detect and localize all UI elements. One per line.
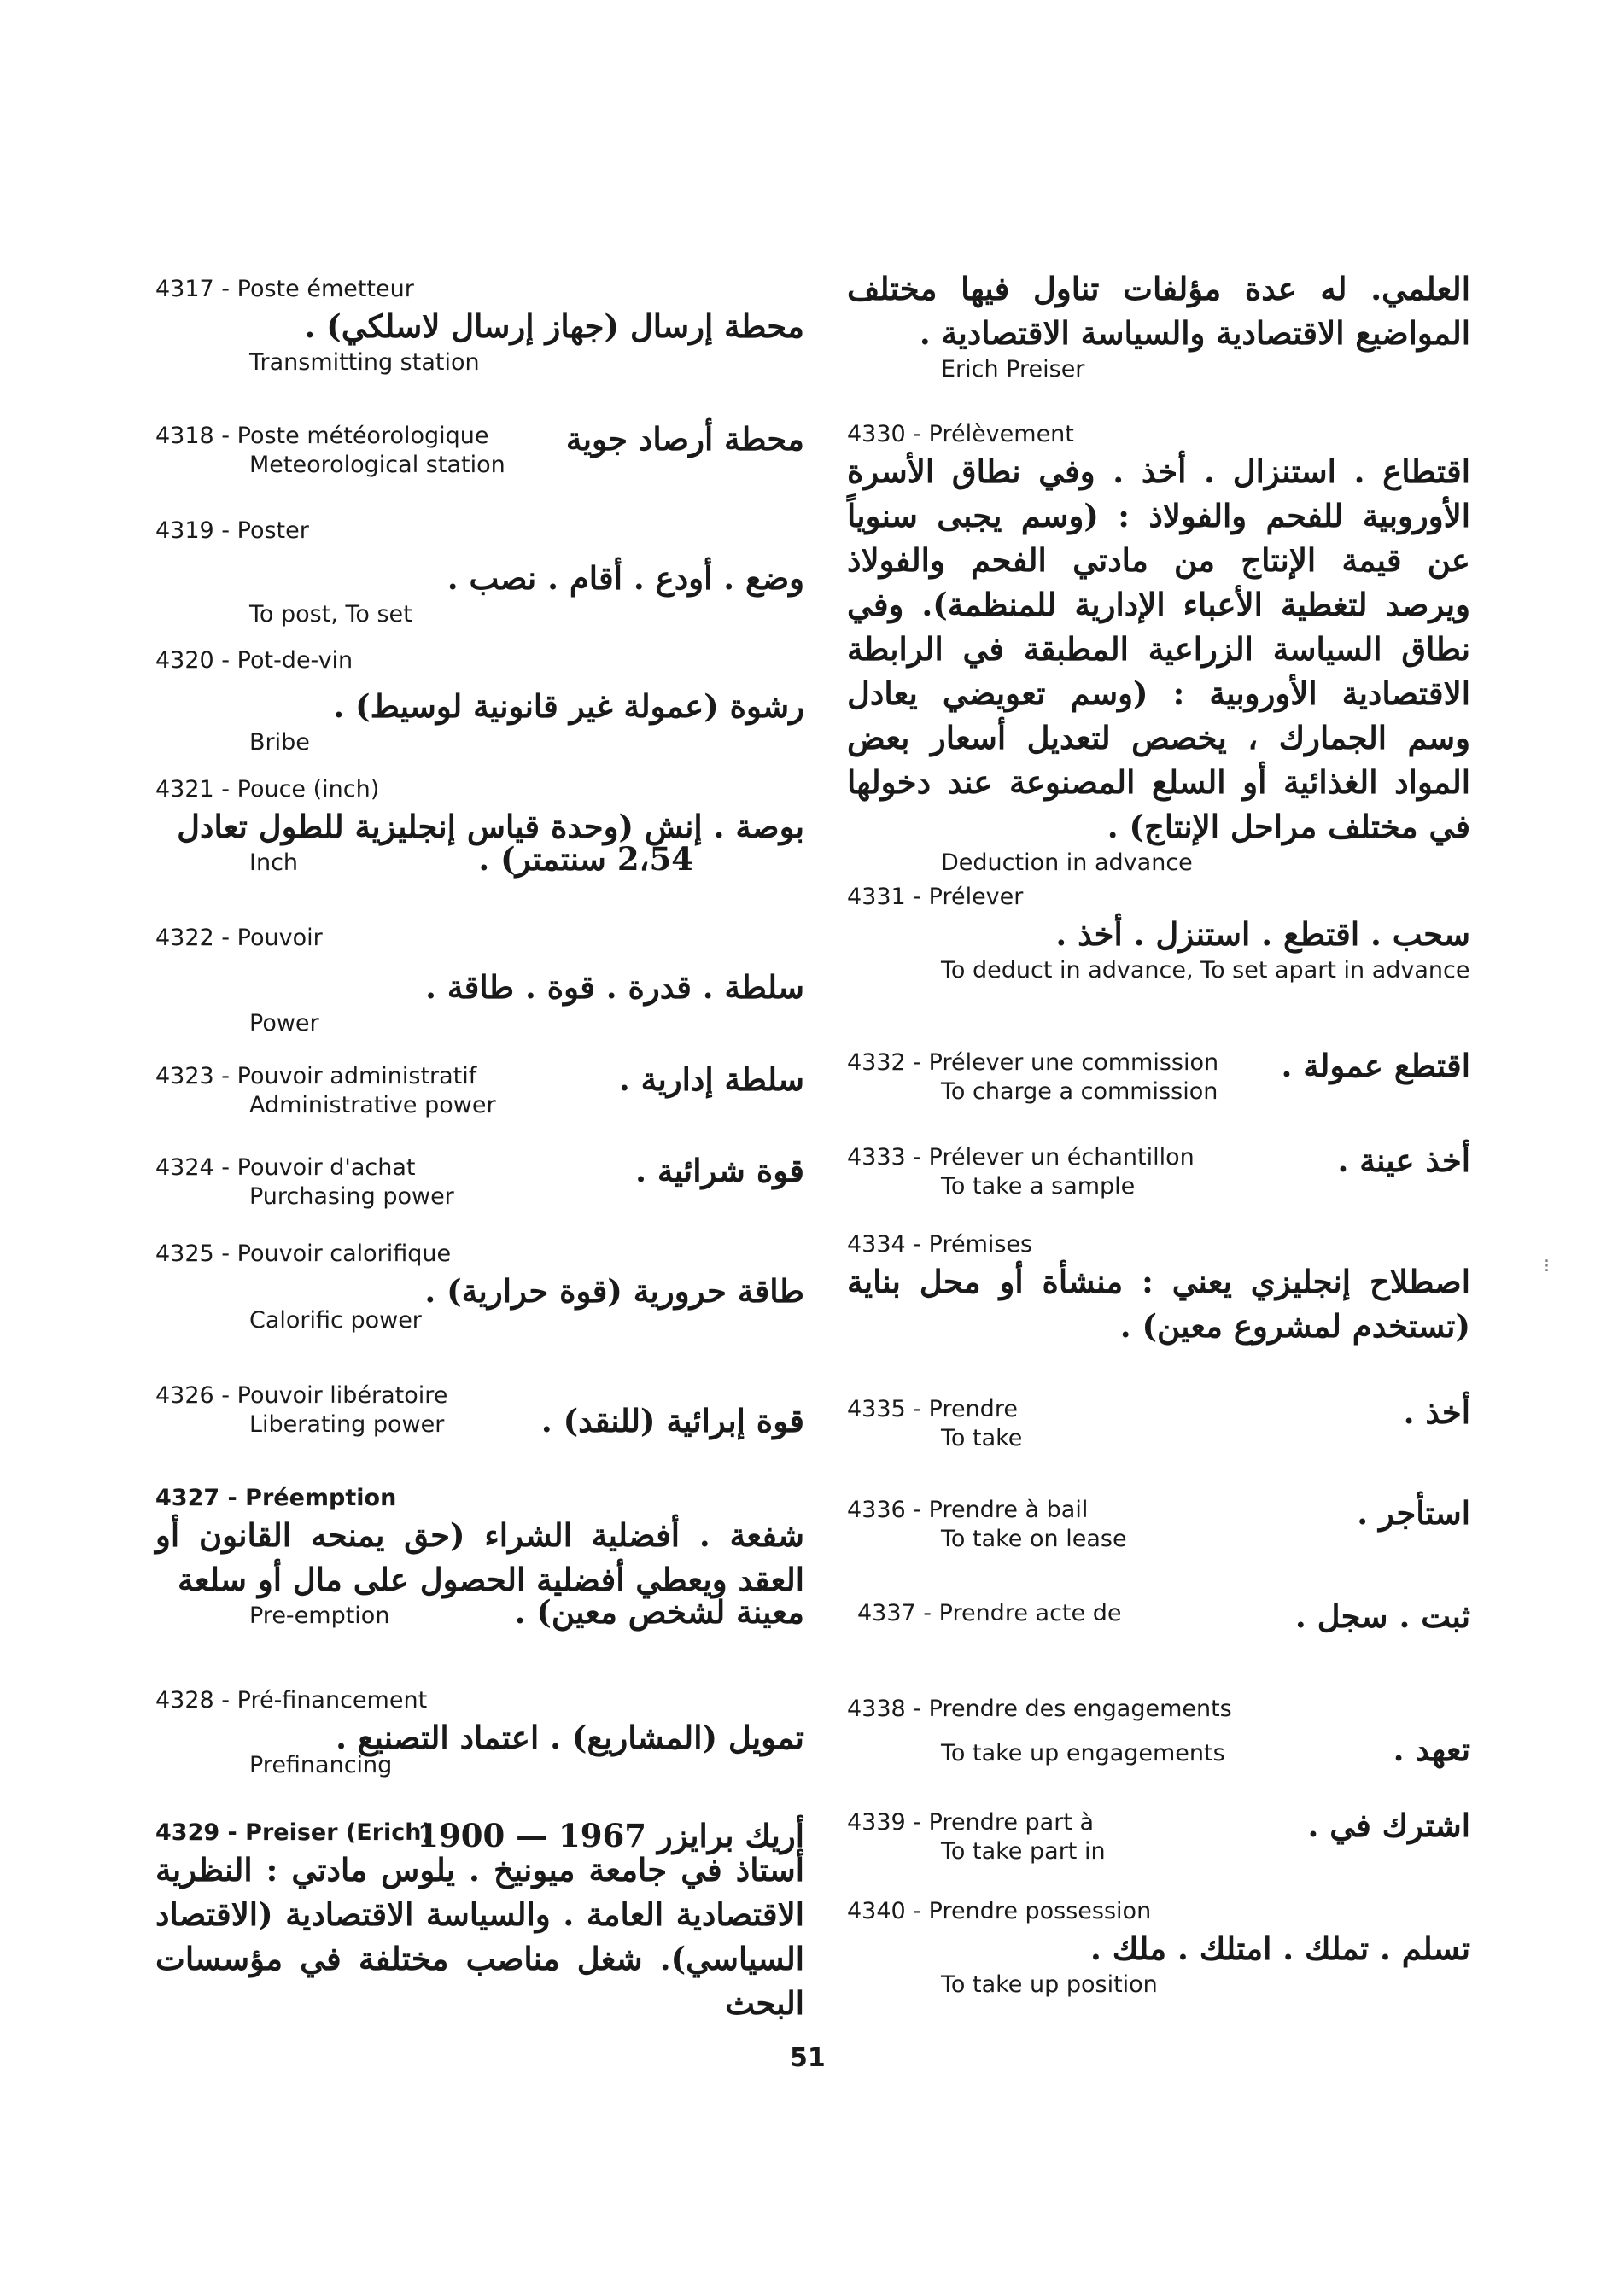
entry-4325 [155,1240,804,1335]
entry-4337 [847,1597,1470,1635]
entry-4333 [847,1143,1470,1201]
entry-4334 [847,1230,1470,1348]
english-translation: To take a sample [941,1173,1136,1200]
arabic-translation: تسلم . تملك . امتلك . ملك . [1090,1930,1470,1967]
entry-4340 [847,1897,1470,2000]
english-translation: Meteorological station [249,452,505,478]
entry-4321 [155,775,804,878]
entry-term: Poster [237,517,309,544]
entry-header: 4337 - Prendre acte de [857,1600,1122,1626]
entry-header: 4320 - Pot-de-vin [155,647,353,674]
entry-term: Pré-financement [237,1687,428,1714]
entry-header: 4335 - Prendre [847,1396,1018,1422]
entry-term: Prélever une commission [928,1049,1219,1076]
entry-number: 4326 [155,1382,214,1409]
entry-4339 [847,1808,1470,1866]
entry-4320 [155,646,804,757]
arabic-translation: تعهد . [1393,1731,1470,1768]
entry-term: Préemption [245,1485,397,1511]
english-translation: To post, To set [249,601,412,628]
entry-term: Pouvoir calorifique [237,1241,452,1267]
entry-number: 4325 [155,1241,214,1267]
arabic-translation: تمويل (المشاريع) . اعتماد التصنيع . [336,1719,804,1756]
entry-term: Prélever un échantillon [928,1144,1195,1171]
entry-header: 4322 - Pouvoir [155,925,323,951]
entry-4326 [155,1381,804,1439]
arabic-translation: اصطلاح إنجليزي يعني : منشأة أو محل بناية (تستخدم لمشروع معين) . [847,1263,1470,1345]
english-translation: To deduct in advance, To set apart in advance [941,957,1470,984]
arabic-translation: ثبت . سجل . [1294,1597,1470,1635]
entry-header: 4340 - Prendre possession [847,1898,1152,1924]
entry-term: Pouvoir libératoire [237,1382,448,1409]
entry-term: Pouvoir d'achat [237,1154,416,1181]
entry-term: Poste émetteur [237,276,414,302]
entry-number: 4339 [847,1809,906,1836]
arabic-translation: سحب . اقتطع . استنزل . أخذ . [1055,915,1470,953]
arabic-translation-tail: معينة لشخص معين) . [514,1593,804,1631]
entry-term: Prélèvement [928,421,1074,447]
english-translation: To take up engagements [941,1740,1225,1766]
english-translation: Calorific power [249,1307,422,1334]
entry-4329-continued [847,266,1470,384]
entry-header: 4330 - Prélèvement [847,421,1074,447]
entry-term: Poste météorologique [237,423,489,449]
entry-number: 4318 [155,423,214,449]
entry-4329 [155,1819,804,2025]
arabic-translation: اقتطاع . استنزال . أخذ . وفي نطاق الأسرة الأوروبية للفحم والفولاذ : (وسم يجبى سنوياً عن قيمة الإنتاج من مادتي الفحم والفولاذ ويرصد لتغطية الأعباء الإدارية للمنظمة). وفي نطاق السياسة الزراعية المطبقة في الرابطة الاقتصادية الأوروبية : (وسم تعويضي يعادل وسم الجمارك ، يخصص لتعديل أسعار بعض المواد الغذائية أو السلع المصنوعة عند دخولها في مختلف مراحل الإنتاج) . [847,453,1470,845]
arabic-biography: أستاذ في جامعة ميونيخ . يلوس مادتي : النظرية الاقتصادية العامة . والسياسة الاقتصادية (الاقتصاد السياسي). شغل مناصب مختلفة في مؤسسات البحث [155,1851,804,2022]
entry-header: 4321 - Pouce (inch) [155,776,380,803]
entry-header: 4326 - Pouvoir libératoire [155,1382,448,1409]
entry-number: 4324 [155,1154,214,1181]
entry-4324 [155,1153,804,1212]
arabic-translation: اشترك في . [1307,1807,1470,1844]
entry-4319 [155,517,804,629]
entry-header: 4339 - Prendre part à [847,1809,1095,1836]
english-translation: To take [941,1425,1023,1451]
arabic-name-dates: أريك برايزر 1967 — 1900 [417,1817,804,1854]
english-translation: To take up position [941,1971,1158,1998]
entry-4322 [155,924,804,1038]
arabic-translation: بوصة . إنش (وحدة قياس إنجليزية للطول تعادل [177,808,804,845]
entry-number: 4328 [155,1687,214,1714]
entry-number: 4330 [847,421,906,447]
entry-number: 4333 [847,1144,906,1171]
english-translation: Pre-emption [249,1603,390,1629]
entry-number: 4322 [155,925,214,951]
entry-number: 4337 [857,1600,916,1626]
entry-4328 [155,1686,804,1780]
entry-term: Prélever [928,884,1024,910]
entry-number: 4340 [847,1898,906,1924]
entry-term: Prendre possession [928,1898,1152,1924]
entry-4317 [155,275,804,377]
english-translation: Purchasing power [249,1183,454,1210]
entry-header: 4325 - Pouvoir calorifique [155,1241,452,1267]
english-translation: To charge a commission [941,1078,1218,1105]
entry-4335 [847,1395,1470,1453]
entry-number: 4327 [155,1485,220,1511]
arabic-translation: أخذ عينة . [1337,1142,1470,1179]
entry-header: 4328 - Pré-financement [155,1687,428,1714]
entry-term: Pouce (inch) [237,776,380,803]
entry-term: Pot-de-vin [237,647,353,674]
entry-term: Prendre part à [928,1809,1095,1836]
entry-number: 4336 [847,1497,906,1523]
arabic-translation: شفعة . أفضلية الشراء (حق يمنحه القانون أو العقد ويعطي أفضلية الحصول على مال أو سلعة [155,1516,804,1598]
entry-header: 4329 - Preiser (Erich) [155,1819,432,1846]
entry-number: 4319 [155,517,214,544]
entry-4330 [847,420,1470,878]
arabic-translation: قوة شرائية . [635,1152,804,1189]
entry-number: 4331 [847,884,906,910]
entry-header: 4324 - Pouvoir d'achat [155,1154,416,1181]
entry-4332 [847,1048,1470,1106]
entry-header: 4333 - Prélever un échantillon [847,1144,1195,1171]
entry-header: 4332 - Prélever une commission [847,1049,1219,1076]
arabic-translation-tail: 2،54 سنتمتر) . [478,840,693,878]
english-translation: To take on lease [941,1526,1127,1552]
arabic-translation: سلطة إدارية . [618,1060,804,1098]
english-translation: Administrative power [249,1092,496,1118]
entry-4331 [847,883,1470,985]
entry-number: 4334 [847,1231,906,1258]
scan-speck: ⁝ [1544,1256,1550,1277]
entry-number: 4335 [847,1396,906,1422]
entry-4336 [847,1496,1470,1554]
entry-header: 4317 - Poste émetteur [155,276,414,302]
entry-term: Pouvoir [237,925,323,951]
arabic-translation: قوة إبرائية (للنقد) . [540,1402,804,1439]
english-translation: Deduction in advance [941,850,1193,876]
arabic-translation: رشوة (عمولة غير قانونية لوسيط) . [333,687,804,725]
english-translation: Inch [249,850,299,876]
page-number: 51 [790,2043,826,2073]
entry-term: Prendre acte de [938,1600,1122,1626]
english-translation: Transmitting station [249,349,480,376]
entry-header: 4334 - Prémises [847,1231,1033,1258]
entry-header: 4319 - Poster [155,517,309,544]
entry-number: 4317 [155,276,214,302]
entry-4323 [155,1062,804,1120]
arabic-translation: محطة إرسال (جهاز إرسال لاسلكي) . [304,307,804,345]
entry-term: Prendre des engagements [928,1696,1232,1722]
arabic-translation: طاقة حرورية (قوة حرارية) . [424,1272,804,1310]
entry-number: 4338 [847,1696,906,1722]
entry-term: Prémises [928,1231,1033,1258]
arabic-biography-continued: العلمي. له عدة مؤلفات تناول فيها مختلف المواضيع الاقتصادية والسياسة الاقتصادية . [847,270,1470,352]
arabic-translation: أخذ . [1403,1393,1470,1431]
entry-header: 4338 - Prendre des engagements [847,1696,1232,1722]
entry-4318 [155,422,804,480]
entry-header: 4323 - Pouvoir administratif [155,1063,477,1089]
arabic-translation: محطة أرصاد جوية [565,420,804,458]
entry-term: Pouvoir administratif [237,1063,477,1089]
entry-term: Preiser (Erich) [245,1819,432,1846]
entry-number: 4329 [155,1819,220,1846]
entry-term: Prendre à bail [928,1497,1089,1523]
entry-header: 4318 - Poste météorologique [155,423,489,449]
english-translation: Prefinancing [249,1752,393,1778]
arabic-translation: سلطة . قدرة . قوة . طاقة . [425,968,804,1006]
entry-header: 4327 - Préemption [155,1485,397,1511]
arabic-translation: استأجر . [1357,1494,1470,1532]
arabic-translation: وضع . أودع . أقام . نصب . [447,559,804,597]
entry-number: 4323 [155,1063,214,1089]
entry-term: Prendre [928,1396,1018,1422]
entry-number: 4332 [847,1049,906,1076]
entry-4338 [847,1695,1470,1768]
english-translation: To take part in [941,1838,1106,1865]
english-translation: Erich Preiser [941,356,1085,382]
entry-header: 4336 - Prendre à bail [847,1497,1089,1523]
english-translation: Liberating power [249,1411,445,1438]
arabic-translation: اقتطع عمولة . [1281,1047,1470,1084]
english-translation: Power [249,1010,319,1036]
english-translation: Bribe [249,729,310,756]
entry-number: 4320 [155,647,214,674]
entry-header: 4331 - Prélever [847,884,1024,910]
entry-4327 [155,1484,804,1631]
entry-number: 4321 [155,776,214,803]
